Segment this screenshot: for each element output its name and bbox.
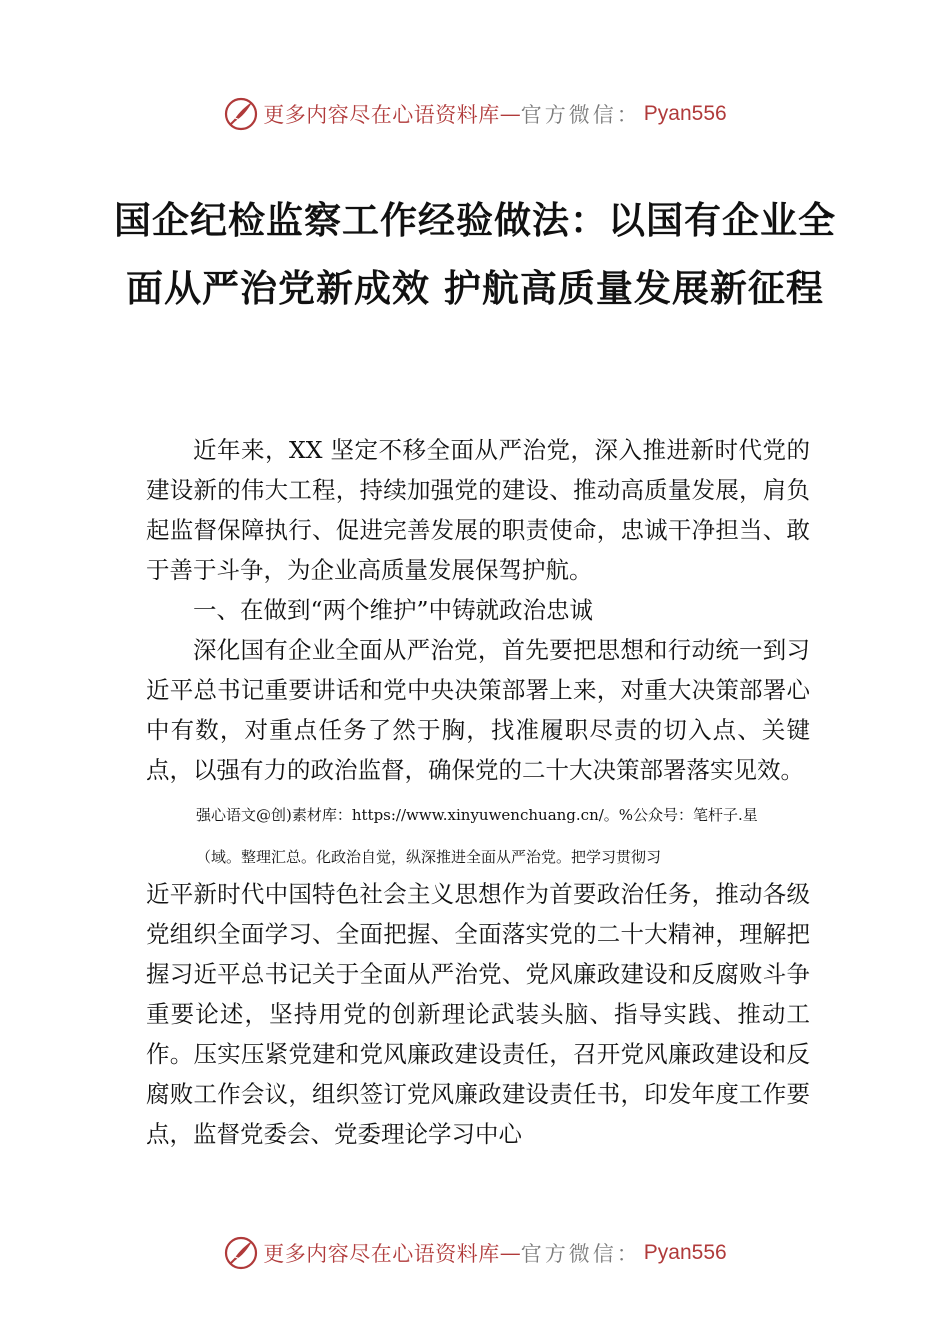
watermark-brand: 更多内容尽在心语资料库 (263, 1242, 500, 1266)
footer-watermark (0, 1233, 950, 1273)
intro-paragraph: 近年来，XX 坚定不移全面从严治党，深入推进新时代党的建设新的伟大工程，持续加强党的建设、推动高质量发展，肩负起监督保障执行、促进完善发展的职责使命，忠诚干净担当、敢于善于斗争，为企业高质量发展保驾护航。 (146, 436, 810, 584)
document-body (146, 430, 810, 1154)
body-paragraph: 深化国有企业全面从严治党，首先要把思想和行动统一到习近平总书记重要讲话和党中央决策部署上来，对重大决策部署心中有数，对重点任务了然于胸，找准履职尽责的切入点、关键点，以强有力的政治监督，确保党的二十大决策部署落实见效。 (146, 636, 810, 784)
watermark-handle: Pyan556 (643, 102, 727, 125)
document-title: 国企纪检监察工作经验做法：以国有企业全面从严治党新成效 护航高质量发展新征程 (114, 198, 836, 310)
watermark-brand: 更多内容尽在心语资料库 (263, 103, 500, 127)
watermark-wechat-label: 官方微信 (520, 103, 617, 127)
watermark-separator: — (499, 1241, 521, 1265)
quill-logo-icon (223, 1235, 259, 1271)
inserted-source-note-continued: （域。整理汇总。化政治自觉，纵深推进全面从严治党。把学习贯彻习 (196, 848, 662, 866)
watermark-separator: — (499, 102, 521, 126)
header-watermark (0, 94, 950, 134)
inserted-source-note: 强心语文@创)素材库：https://www.xinyuwenchuang.cn/。%公众号：笔杆子.星 (196, 806, 758, 824)
watermark-wechat-label: 官方微信 (520, 1242, 617, 1266)
quill-logo-icon (223, 96, 259, 132)
watermark-colon: ： (616, 1242, 638, 1266)
watermark-colon: ： (616, 103, 638, 127)
watermark-handle: Pyan556 (643, 1241, 727, 1264)
section-heading: 一、在做到“两个维护”中铸就政治忠诚 (193, 596, 594, 624)
continuation-paragraph: 近平新时代中国特色社会主义思想作为首要政治任务，推动各级党组织全面学习、全面把握、全面落实党的二十大精神，理解把握习近平总书记关于全面从严治党、党风廉政建设和反腐败斗争重要论述，坚持用党的创新理论武装头脑、指导实践、推动工作。压实压紧党建和党风廉政建设责任，召开党风廉政建设和反腐败工作会议，组织签订党风廉政建设责任书，印发年度工作要点，监督党委会、党委理论学习中心 (146, 880, 810, 1148)
